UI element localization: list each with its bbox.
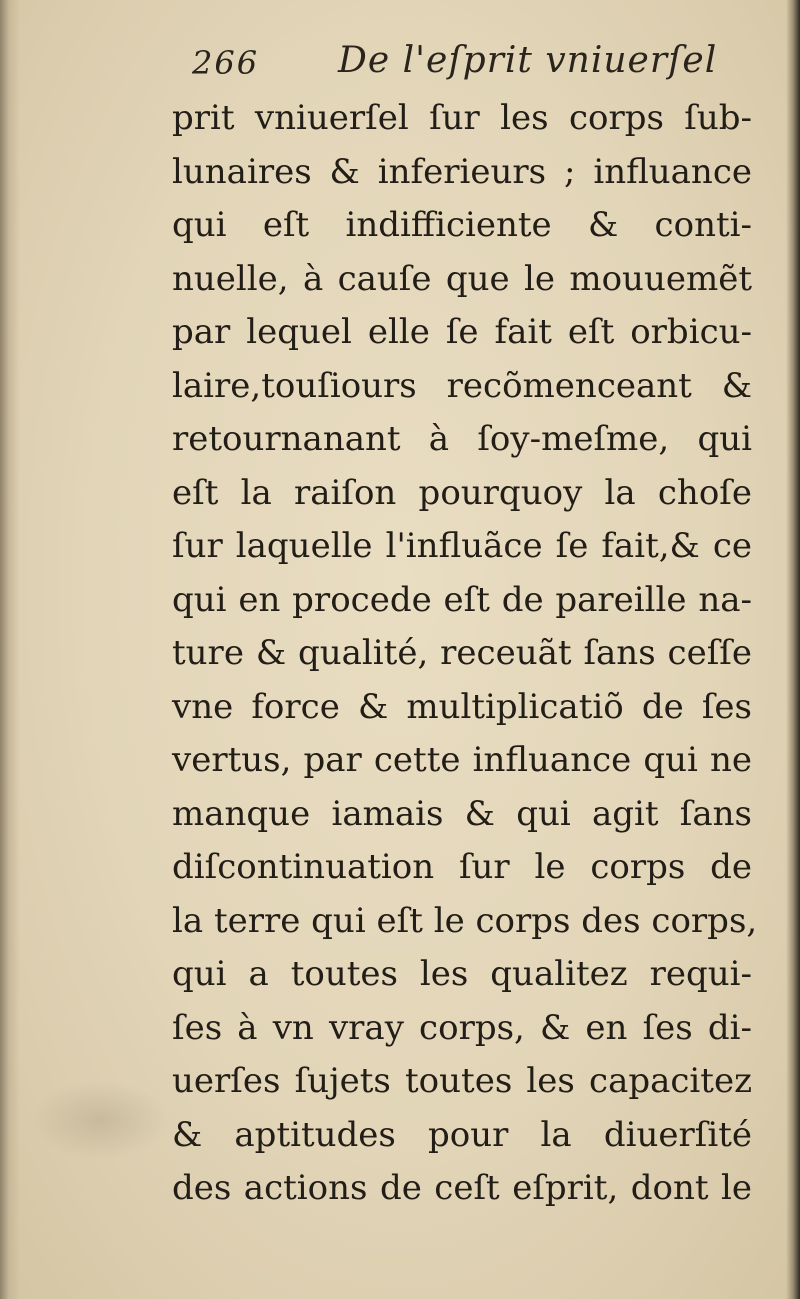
binding-gutter [0, 0, 20, 1299]
text-line: nuelle, à cauſe que le mouuemẽt [172, 258, 752, 299]
text-line: vne force & multiplicatiõ de ſes [172, 686, 752, 727]
text-line: & aptitudes pour la diuerſité [172, 1114, 752, 1155]
page-number: 266 [192, 44, 260, 82]
text-line: par lequel elle ſe fait eſt orbicu- [172, 312, 752, 352]
text-line: lunaires & inferieurs ; influance [172, 151, 752, 192]
text-line: qui eſt indifficiente & conti- [172, 205, 752, 245]
text-line: la terre qui eſt le corps des corps, [172, 900, 758, 941]
running-title: De l'eſprit vniuerſel [338, 40, 718, 81]
text-line: prit vniuerſel ſur les corps ſub- [172, 98, 752, 138]
text-line: uerſes ſujets toutes les capacitez [172, 1061, 752, 1101]
text-line: qui en procede eſt de pareille na- [172, 579, 752, 620]
text-line: diſcontinuation ſur le corps de [172, 847, 752, 887]
text-line: ſur laquelle l'influãce ſe fait,& ce [172, 526, 752, 566]
text-line: eſt la raiſon pourquoy la choſe [172, 472, 752, 513]
text-line: retournanant à ſoy-meſme, qui [172, 419, 752, 459]
text-line: des actions de ceſt eſprit, dont le [172, 1168, 752, 1208]
running-header [192, 38, 752, 94]
text-line: manque iamais & qui agit ſans [172, 793, 752, 834]
text-line: ſes à vn vray corps, & en ſes di- [172, 1007, 752, 1048]
text-line: laire,touſiours recõmenceant & [172, 365, 752, 406]
body-text [172, 92, 758, 1216]
ink-bleed-stain [30, 1080, 170, 1160]
page-edge [786, 0, 800, 1299]
text-line: qui a toutes les qualitez requi- [172, 954, 752, 994]
text-line: vertus, par cette influance qui ne [172, 740, 752, 780]
text-line: ture & qualité, receuãt ſans ceſſe [172, 633, 752, 673]
